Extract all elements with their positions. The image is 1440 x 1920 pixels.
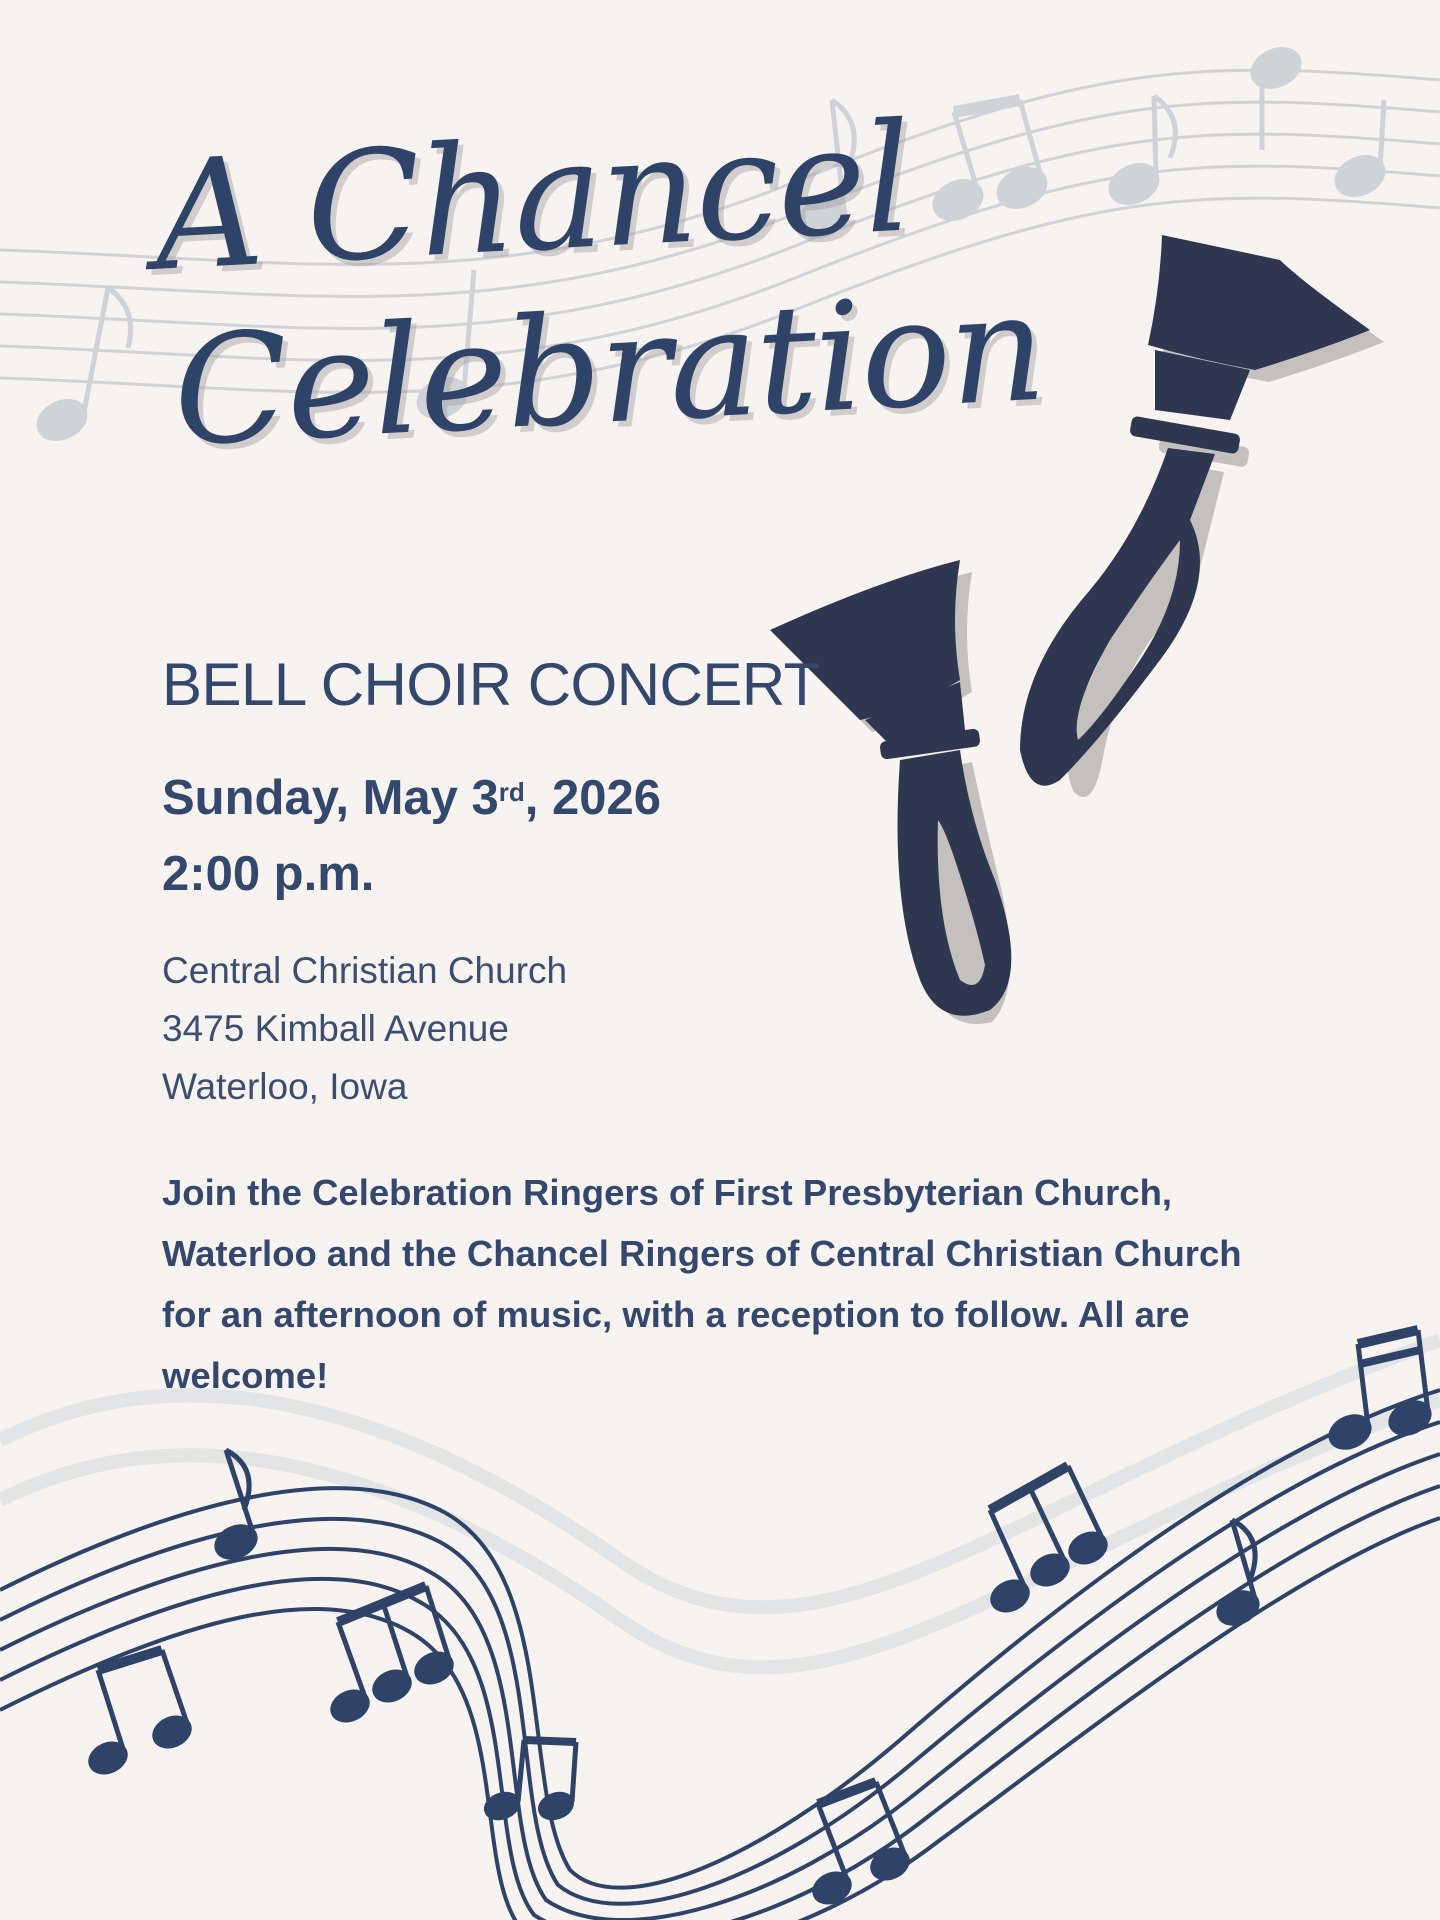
eighth-note-icon: [1214, 1520, 1262, 1629]
event-type-heading: BELL CHOIR CONCERT: [162, 651, 820, 718]
beamed-notes-icon: [328, 1586, 456, 1725]
music-staff: [0, 1270, 1440, 1920]
eighth-note-icon: [212, 1450, 260, 1563]
venue-address: [162, 942, 567, 1116]
beamed-notes-icon: [988, 1466, 1110, 1615]
handbell-icon: [770, 560, 1011, 1024]
handbells-illustration: [760, 220, 1400, 1040]
venue-name: Central Christian Church: [162, 950, 568, 991]
venue-city: Waterloo, Iowa: [162, 1066, 408, 1107]
handbell-icon: [1020, 235, 1384, 797]
title-line-1: A Chancel: [150, 91, 915, 305]
faint-note-7: [1247, 42, 1305, 93]
event-time: 2:00 p.m.: [162, 847, 375, 901]
venue-street: 3475 Kimball Avenue: [162, 1008, 509, 1049]
event-date-time: [162, 760, 661, 912]
title-line-2: Celebration: [169, 260, 1048, 480]
faint-note-1: [33, 394, 91, 445]
date-day-month: Sunday, May 3: [162, 771, 499, 825]
event-description: Join the Celebration Ringers of First Presbyterian Church, Waterloo and the Chancel Ringers of Central Christian Church for an afternoon of music, with a reception to follow. All are welcome!: [162, 1172, 1242, 1396]
beamed-notes-icon: [1326, 1330, 1434, 1453]
date-year: , 2026: [524, 771, 661, 825]
date-ordinal: rd: [498, 777, 525, 807]
beamed-notes-icon: [86, 1650, 194, 1777]
event-date: [162, 760, 661, 836]
